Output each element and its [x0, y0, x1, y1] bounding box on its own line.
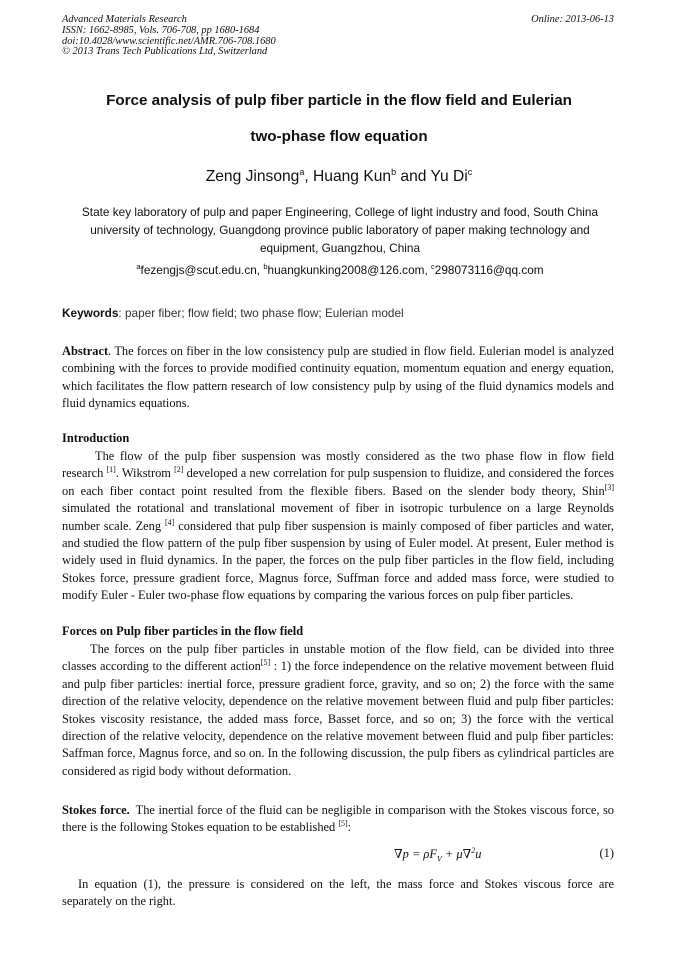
equation-superscript: 2: [471, 846, 476, 855]
email-mark: b: [263, 262, 268, 271]
journal-name: Advanced Materials Research: [62, 14, 187, 25]
author-list: [40, 167, 638, 186]
equation-operator: + μ∇: [441, 847, 472, 862]
stokes-paragraph: [62, 802, 614, 837]
journal-header: [62, 15, 614, 58]
stokes-text: :: [347, 820, 352, 835]
post-equation-paragraph: In equation (1), the pressure is considered on the left, the mass force and Stokes viscous force are separately on the right.: [62, 877, 614, 909]
keywords-text: : paper fiber; flow field; two phase flow; Eulerian model: [118, 306, 404, 320]
email-mark: c: [431, 262, 435, 271]
keywords: [62, 306, 618, 320]
citation-ref: [4]: [164, 517, 175, 527]
forces-text: : 1) the force independence on the relative movement between fluid and pulp fiber particles: inertial force, pressure gradient force, gravity, and so on; 2) the force with the same direction of the relative velocity, dependence on the relative movement between fluid and pulp fiber particles: Stokes viscosity resistance, the added mass force, Basset force, and so on; 3) the force with the vertical direction of the relative velocity, dependence on the relative movement between fluid and pulp fiber particles: Saffman force, Magnus force, and so on. In the following discussion, the pulp fibers as cylindrical particles are considered as rigid body without deformation.: [62, 659, 614, 778]
intro-text: . Wikstrom: [115, 466, 175, 481]
author-emails: [62, 262, 618, 277]
equation-subscript: V: [436, 854, 442, 864]
intro-text: simulated the rotational and translational movement of fiber in isotropic turbulence on a large Reynolds number scale. Zeng: [62, 501, 614, 533]
author-separator: and: [396, 168, 431, 186]
paper-title-line-1: Force analysis of pulp fiber particle in the flow field and Eulerian: [106, 92, 572, 109]
author-name: Yu Di: [430, 168, 468, 186]
author-affiliation-mark: a: [299, 167, 305, 177]
citation-ref: [2]: [174, 465, 184, 475]
forces-paragraph: [62, 641, 614, 780]
citation-ref: [1]: [106, 465, 116, 475]
author-affiliation-mark: c: [467, 167, 473, 177]
copyright-line: © 2013 Trans Tech Publications Ltd, Switzerland: [62, 46, 268, 58]
author-separator: ,: [304, 168, 314, 186]
stokes-label: Stokes force.: [62, 803, 130, 817]
author-affiliation-mark: b: [391, 167, 397, 177]
keywords-label: Keywords: [62, 306, 119, 320]
equation-expression: [394, 846, 481, 864]
equation-number: (1): [599, 846, 614, 860]
intro-text: The flow of the pulp fiber suspension was mostly considered as the two phase flow in flow field research: [62, 449, 614, 481]
intro-text: developed a new correlation for pulp suspension to fluidize, and considered the forces on each fiber contact point resulted from the flexible fibers. Based on the slender body theory, Shin: [62, 466, 614, 498]
citation-ref: [5]: [338, 819, 348, 829]
online-date: Online: 2013-06-13: [531, 14, 614, 25]
equation-lhs: ∇p = ρF: [394, 847, 437, 862]
email-mark: a: [136, 262, 141, 271]
abstract-text: . The forces on fiber in the low consistency pulp are studied in flow field. Eulerian model is analyzed combining with the forces to provide modified continuity equation, momentum equation and energy equation, which facilitates the flow pattern research of low consistency pulp by using of the fluid dynamics models and fluid dynamics equations.: [62, 344, 614, 411]
section-heading-forces: Forces on Pulp fiber particles in the flow field: [62, 624, 304, 638]
abstract: [62, 343, 614, 413]
paper-title-line-2: two-phase flow equation: [250, 128, 428, 145]
citation-ref: [5]: [260, 658, 271, 668]
intro-text: considered that pulp fiber suspension is mainly composed of fiber particles and water, and studied the flow pattern of the pulp fiber suspension by using of Euler model. At present, Euler method is widely used in fluid dynamics. In the paper, the forces on the pulp fiber particles in the flow field, including Stokes force, pressure gradient force, Magnus force, Suffman force and added mass force, were studied to modify Euler - Euler two-phase flow equations by comparing the various forces on pulp fiber particles.: [62, 518, 614, 603]
email-address[interactable]: huangkunking2008@126.com,: [267, 262, 432, 277]
forces-text: The forces on the pulp fiber particles in unstable motion of the flow field, can be divided into three classes according to the different action: [62, 642, 614, 674]
email-address[interactable]: 298073116@qq.com: [434, 262, 544, 277]
affiliation: State key laboratory of pulp and paper Engineering, College of light industry and food, South China university of technology, Guangdong province public laboratory of paper making technology and equipment, Guangzhou, China: [81, 205, 599, 255]
stokes-text: The inertial force of the fluid can be negligible in comparison with the Stokes viscous force, so there is the following Stokes equation to be established: [62, 803, 614, 835]
equation-rhs: u: [475, 847, 482, 862]
citation-ref: [3]: [604, 482, 614, 492]
equation-1: [62, 846, 614, 866]
abstract-label: Abstract: [62, 344, 109, 358]
author-name: Huang Kun: [313, 168, 392, 186]
introduction-paragraph: [62, 448, 614, 605]
issn-line: ISSN: 1662-8985, Vols. 706-708, pp 1680-1684: [62, 24, 260, 36]
author-name: Zeng Jinsong: [205, 168, 300, 186]
doi-line: doi:10.4028/www.scientific.net/AMR.706-708.1680: [62, 35, 276, 47]
email-address[interactable]: fezengjs@scut.edu.cn,: [140, 262, 264, 277]
section-heading-introduction: Introduction: [62, 431, 130, 445]
